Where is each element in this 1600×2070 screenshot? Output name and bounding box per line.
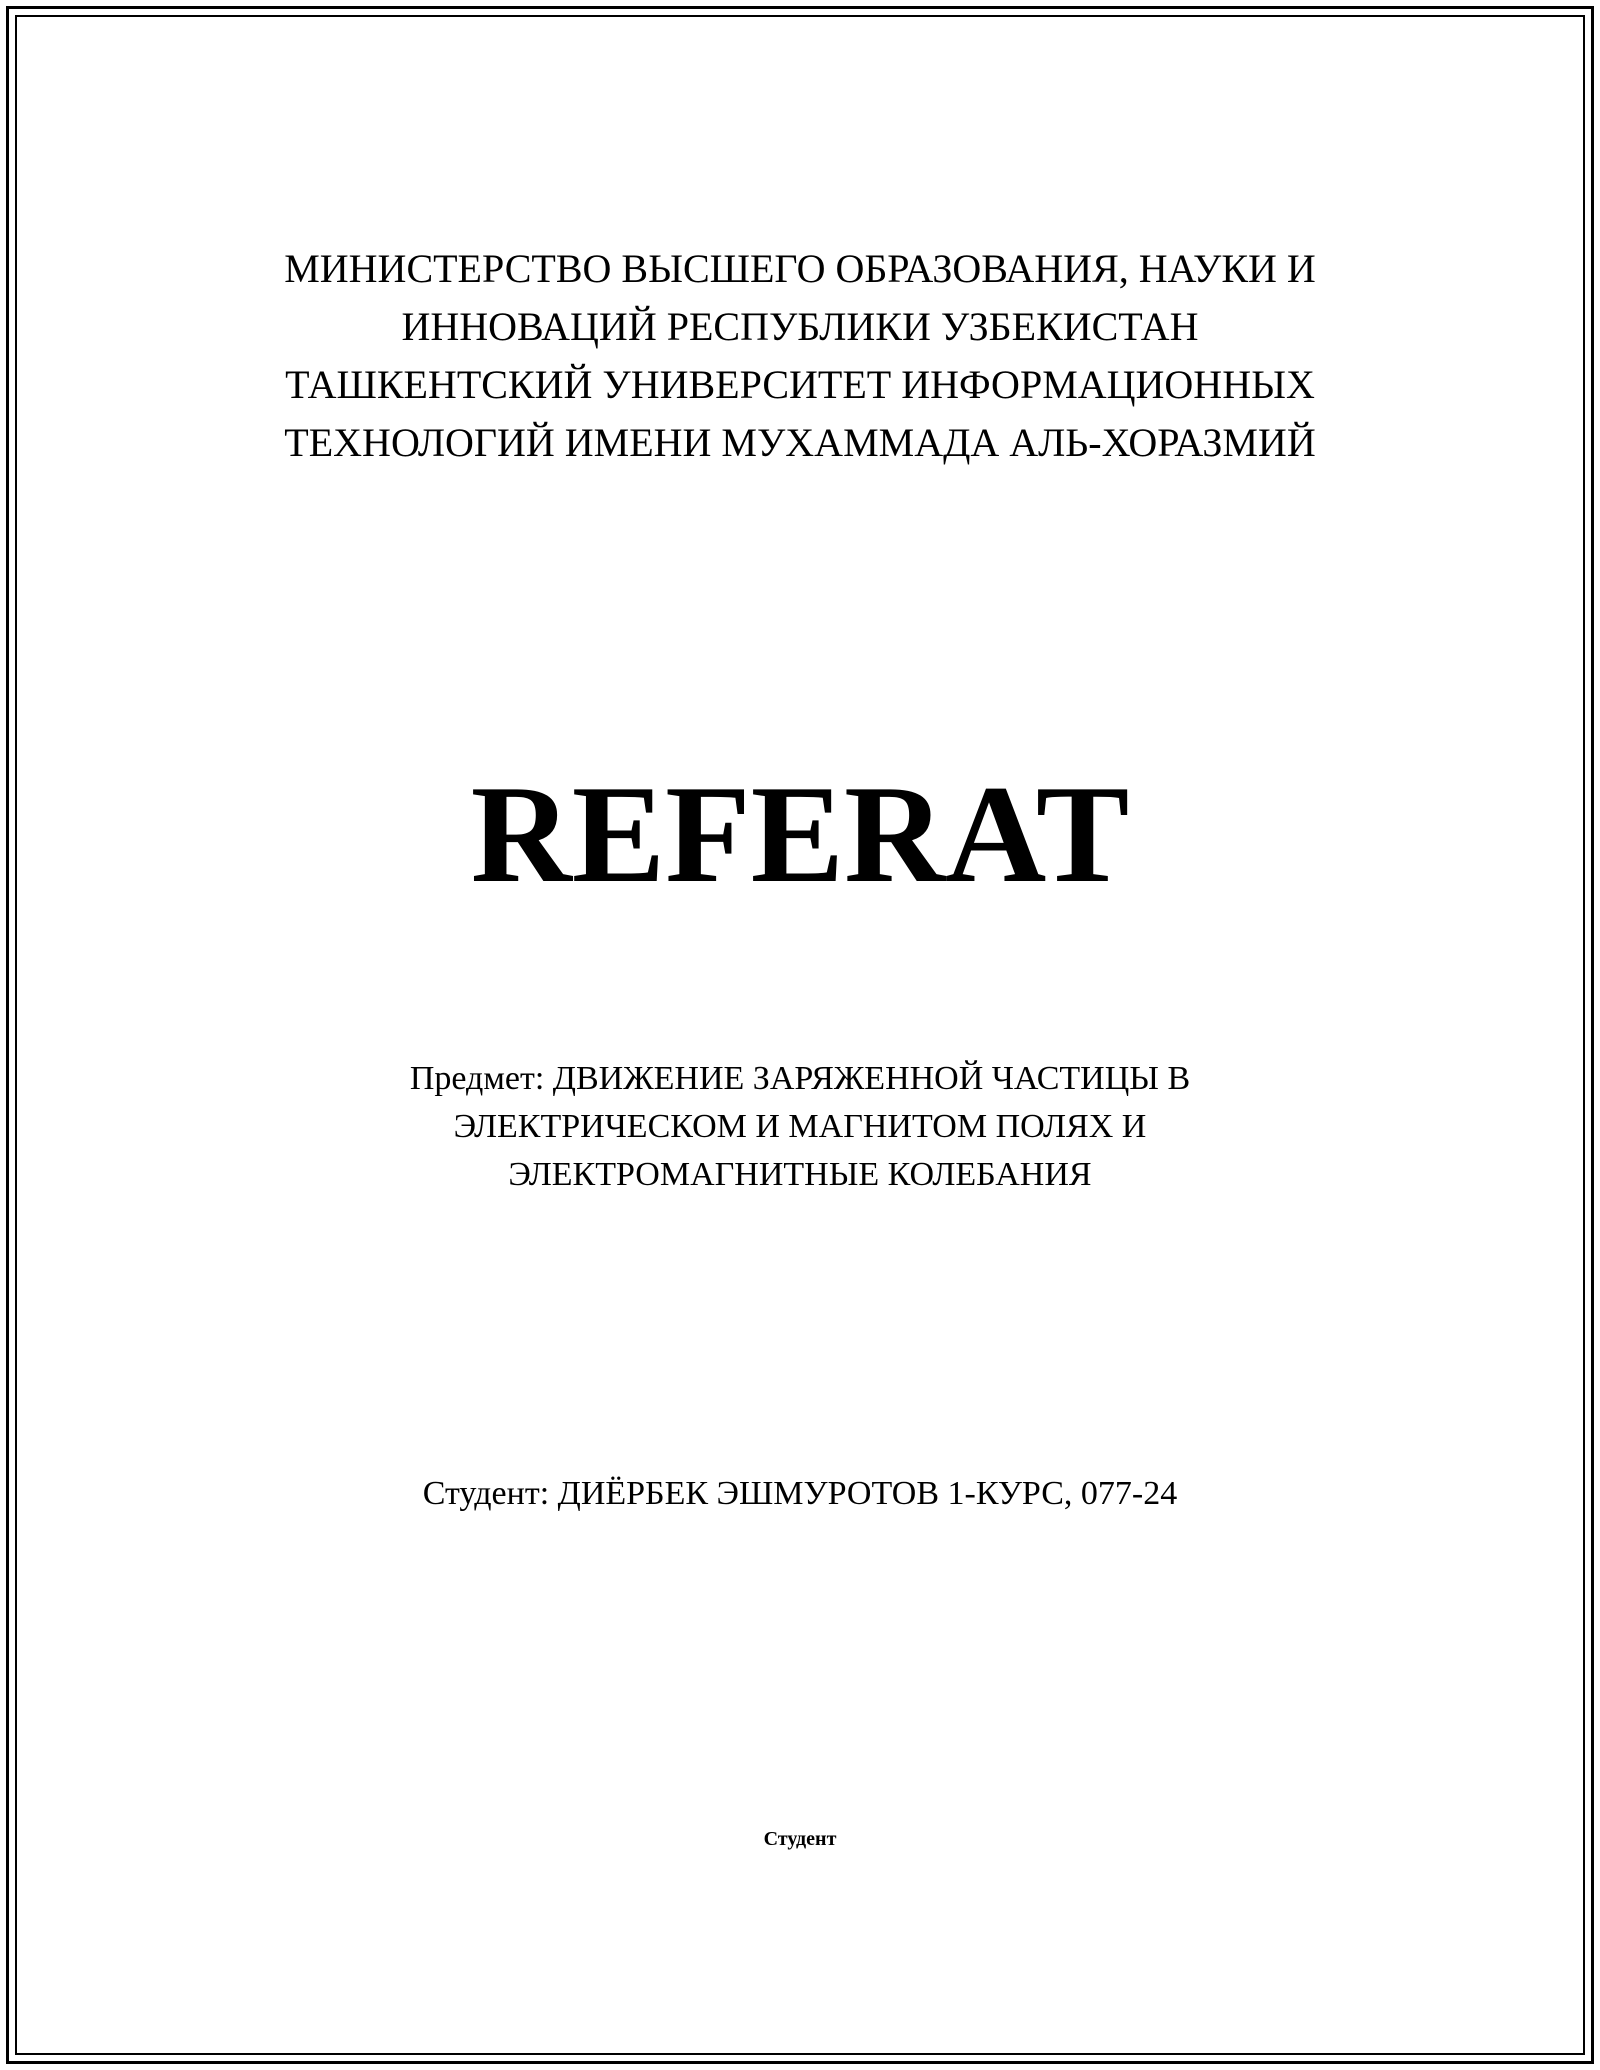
header-line: ТАШКЕНТСКИЙ УНИВЕРСИТЕТ ИНФОРМАЦИОННЫХ	[285, 362, 1315, 407]
institution-header	[0, 240, 1600, 472]
subject-line: Предмет: ДВИЖЕНИЕ ЗАРЯЖЕННОЙ ЧАСТИЦЫ В	[409, 1060, 1191, 1097]
header-line: МИНИСТЕРСТВО ВЫСШЕГО ОБРАЗОВАНИЯ, НАУКИ И	[284, 246, 1316, 291]
subject-block	[0, 1055, 1600, 1199]
document-title: REFERAT	[470, 757, 1130, 912]
header-line: ИННОВАЦИЙ РЕСПУБЛИКИ УЗБЕКИСТАН	[401, 304, 1199, 349]
header-line: ТЕХНОЛОГИЙ ИМЕНИ МУХАММАДА АЛЬ-ХОРАЗМИЙ	[284, 420, 1316, 465]
student-line: Студент: ДИЁРБЕК ЭШМУРОТОВ 1-КУРС, 077-24	[422, 1475, 1178, 1512]
student-signature-label: Студент	[763, 1828, 837, 1850]
subject-line: ЭЛЕКТРИЧЕСКОМ И МАГНИТОМ ПОЛЯХ И	[453, 1108, 1147, 1145]
student-info	[0, 1470, 1600, 1518]
subject-line: ЭЛЕКТРОМАГНИТНЫЕ КОЛЕБАНИЯ	[508, 1156, 1092, 1193]
